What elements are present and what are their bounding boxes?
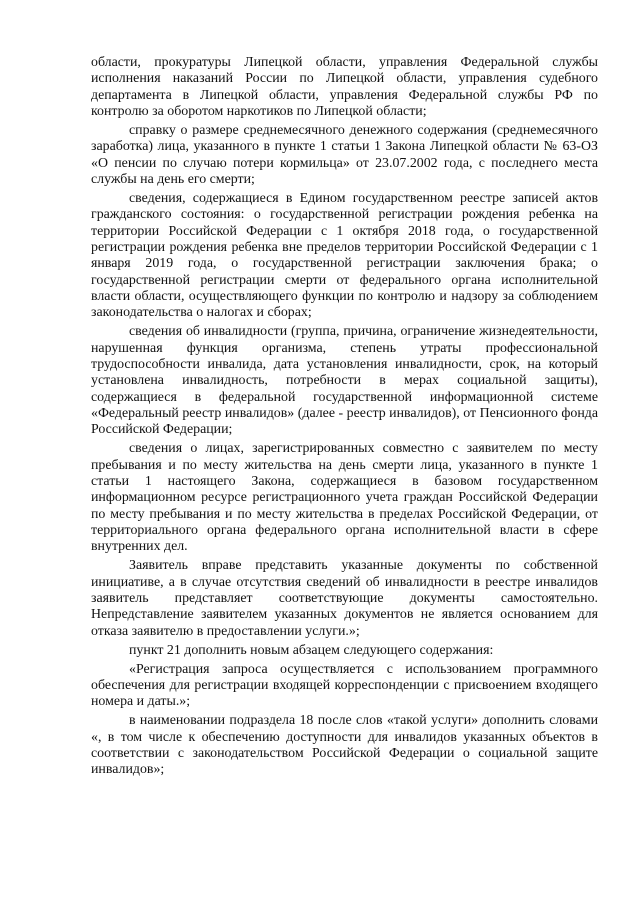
paragraph-continuation: области, прокуратуры Липецкой области, управления Федеральной службы исполнения наказаний России по Липецкой области, управления судебного департамента в Липецкой области, управления Федеральной службы РФ по контролю за оборотом наркотиков по Липецкой области;: [91, 55, 598, 120]
paragraph-registered-persons: сведения о лицах, зарегистрированных совместно с заявителем по месту пребывания и по месту жительства на день смерти лица, указанного в пункте 1 статьи 1 настоящего Закона, содержащиеся в базовом государственном информационном ресурсе регистрационного учета граждан Российской Федерации по месту пребывания и по месту жительства в пределах Российской Федерации, от территориального органа федерального органа исполнительной власти в сфере внутренних дел.: [91, 441, 598, 555]
paragraph-registration-quote: «Регистрация запроса осуществляется с использованием программного обеспечения для регистрации входящей корреспонденции с присвоением входящего номера и даты.»;: [91, 661, 598, 710]
paragraph-subsection-18: в наименовании подраздела 18 после слов «такой услуги» дополнить словами «, в том числе к обеспечению доступности для инвалидов указанных объектов в соответствии с законодательством Российской Федерации о социальной защите инвалидов»;: [91, 713, 598, 778]
paragraph-applicant-right: Заявитель вправе представить указанные документы по собственной инициативе, а в случае отсутствия сведений об инвалидности в реестре инвалидов заявитель представляет соответствующие документы самостоятельно. Непредставление заявителем указанных документов не является основанием для отказа заявителю в предоставлении услуги.»;: [91, 558, 598, 639]
paragraph-clause-21: пункт 21 дополнить новым абзацем следующего содержания:: [129, 642, 494, 658]
paragraph-disability-info: сведения об инвалидности (группа, причина, ограничение жизнедеятельности, нарушенная функция организма, степень утраты профессиональной трудоспособности инвалида, дата установления инвалидности, срок, на который установлена инвалидность, потребности в мерах социальной защиты), содержащиеся в федеральной государственной информационной системе «Федеральный реестр инвалидов» (далее - реестр инвалидов), от Пенсионного фонда Российской Федерации;: [91, 324, 598, 438]
paragraph-salary-certificate: справку о размере среднемесячного денежного содержания (среднемесячного заработка) лица, указанного в пункте 1 статьи 1 Закона Липецкой области № 63-ОЗ «О пенсии по случаю потери кормильца» от 23.07.2002 года, с последнего места службы на день его смерти;: [91, 122, 598, 187]
document-page: [91, 55, 598, 781]
paragraph-civil-registry: сведения, содержащиеся в Едином государственном реестре записей актов гражданского состояния: о государственной регистрации рождения ребенка на территории Российской Федерации с 1 октября 2018 года, о государственной регистрации рождения ребенка вне пределов территории Российской Федерации с 1 января 2019 года, о государственной регистрации заключения брака; о государственной регистрации смерти от федерального органа исполнительной власти области, осуществляющего функции по контролю и надзору за соблюдением законодательства о налогах и сборах;: [91, 190, 598, 321]
